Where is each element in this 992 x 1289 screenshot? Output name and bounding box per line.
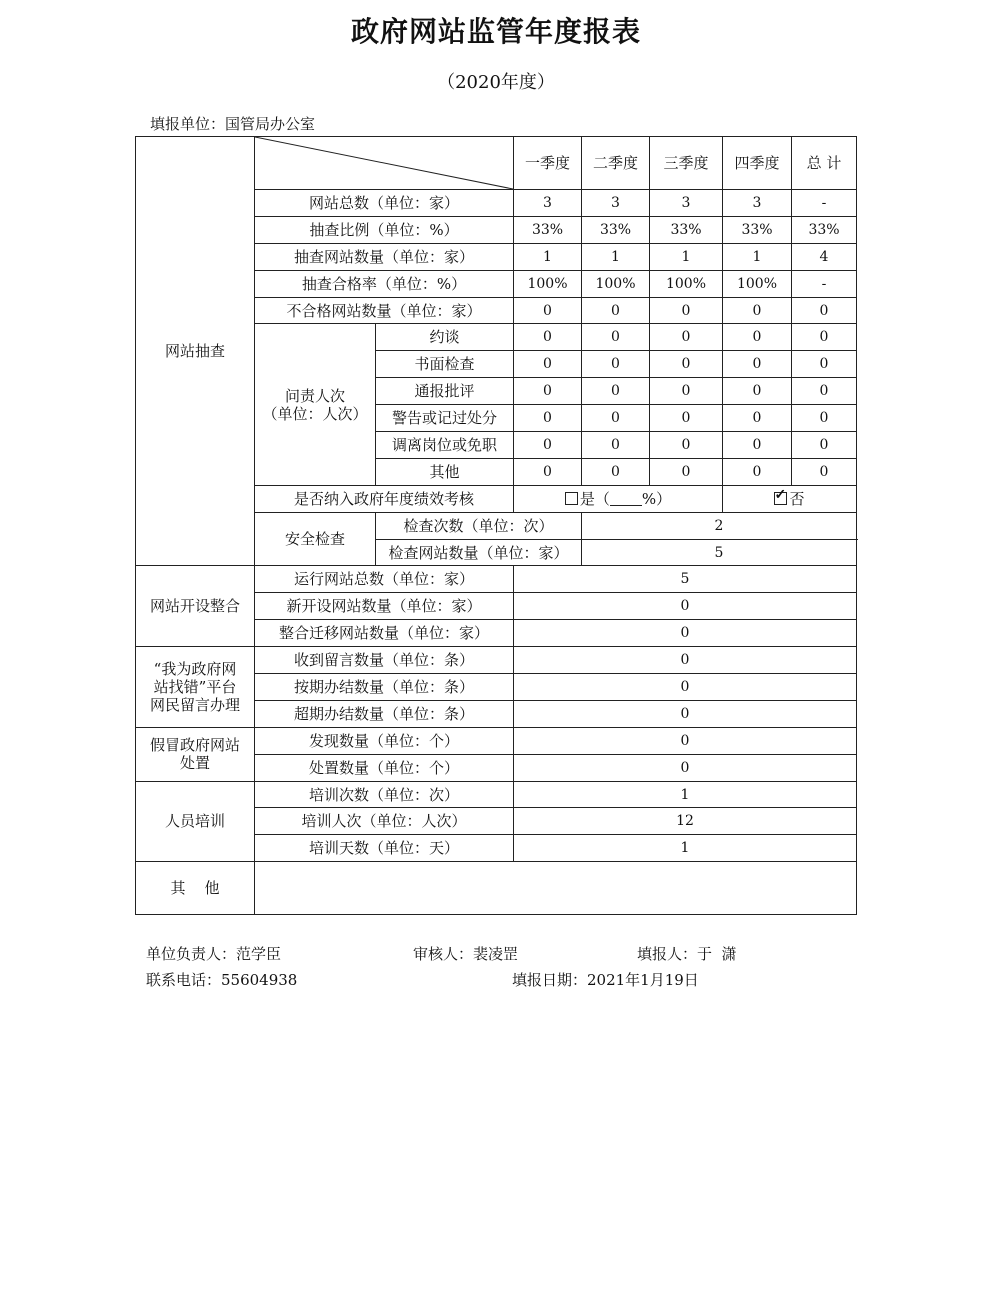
cell-value: 0 xyxy=(514,727,857,754)
cell-value: 3 xyxy=(582,190,650,217)
cell-value: 1 xyxy=(514,781,857,808)
row-label: 通报批评 xyxy=(376,378,514,405)
row-label: 网站总数（单位：家） xyxy=(255,190,514,217)
cell-value: 0 xyxy=(792,351,857,378)
cell-value: 0 xyxy=(514,754,857,781)
platform-label-line3: 网民留言办理 xyxy=(149,695,240,714)
cell-value: 0 xyxy=(723,458,792,485)
cell-value: 3 xyxy=(650,190,723,217)
contact-phone: 联系电话：55604938 xyxy=(146,971,298,989)
cell-value: 33% xyxy=(514,216,582,243)
checkbox-yes[interactable] xyxy=(565,492,578,505)
assessment-label: 是否纳入政府年度绩效考核 xyxy=(255,485,514,512)
assessment-no-label: 否 xyxy=(789,489,805,508)
table-row xyxy=(136,647,857,674)
cell-value: 0 xyxy=(650,432,723,459)
header-q1: 一季度 xyxy=(514,137,582,190)
row-label: 约谈 xyxy=(376,324,514,351)
cell-value: 5 xyxy=(582,539,857,566)
cell-value: 0 xyxy=(514,700,857,727)
cell-value: 0 xyxy=(792,324,857,351)
cell-value: 100% xyxy=(723,270,792,297)
row-label: 警告或记过处分 xyxy=(376,405,514,432)
cell-value: 0 xyxy=(582,432,650,459)
filler: 填报人：于 潇 xyxy=(637,945,737,963)
assessment-yes-option xyxy=(514,485,723,512)
cell-value: 0 xyxy=(723,432,792,459)
cell-value: 0 xyxy=(514,458,582,485)
row-label: 检查网站数量（单位：家） xyxy=(376,539,582,566)
row-label: 调离岗位或免职 xyxy=(376,432,514,459)
row-label: 按期办结数量（单位：条） xyxy=(255,674,514,701)
report-table xyxy=(135,136,857,915)
row-label: 不合格网站数量（单位：家） xyxy=(255,297,514,324)
cell-value: 0 xyxy=(514,647,857,674)
row-label: 新开设网站数量（单位：家） xyxy=(255,593,514,620)
cell-value: 0 xyxy=(514,593,857,620)
cell-value: - xyxy=(792,270,857,297)
section-training: 人员培训 xyxy=(136,781,255,862)
table-row xyxy=(136,727,857,754)
diagonal-line xyxy=(255,137,513,189)
cell-value: 0 xyxy=(650,351,723,378)
cell-value: 1 xyxy=(582,243,650,270)
cell-value: 0 xyxy=(723,297,792,324)
fake-sites-label-line1: 假冒政府网站 xyxy=(149,736,240,755)
row-label: 其他 xyxy=(376,458,514,485)
cell-value: 0 xyxy=(723,378,792,405)
cell-value: 33% xyxy=(723,216,792,243)
cell-value: 0 xyxy=(792,432,857,459)
percent-blank xyxy=(610,491,642,506)
assessment-no-option xyxy=(723,485,857,512)
cell-value: 0 xyxy=(514,378,582,405)
section-setup: 网站开设整合 xyxy=(136,566,255,647)
row-label: 整合迁移网站数量（单位：家） xyxy=(255,620,514,647)
cell-value: 0 xyxy=(792,405,857,432)
section-other: 其 他 xyxy=(136,862,255,915)
cell-value: 0 xyxy=(514,324,582,351)
cell-value: 1 xyxy=(650,243,723,270)
cell-value: 0 xyxy=(514,432,582,459)
accountability-label-line2: （单位：人次） xyxy=(262,404,368,423)
row-label: 书面检查 xyxy=(376,351,514,378)
cell-value: 0 xyxy=(792,458,857,485)
accountability-label xyxy=(255,324,376,485)
row-label: 抽查比例（单位：%） xyxy=(255,216,514,243)
cell-value: 33% xyxy=(582,216,650,243)
row-label: 培训次数（单位：次） xyxy=(255,781,514,808)
cell-value: 4 xyxy=(792,243,857,270)
checkbox-no[interactable] xyxy=(774,486,787,505)
cell-value: 0 xyxy=(650,458,723,485)
cell-value: 0 xyxy=(723,351,792,378)
row-label: 抽查合格率（单位：%） xyxy=(255,270,514,297)
assessment-yes-label: 是（ xyxy=(579,489,610,508)
report-year: （2020年度） xyxy=(437,72,555,93)
cell-value: 0 xyxy=(514,674,857,701)
cell-value: 5 xyxy=(514,566,857,593)
cell-value: 0 xyxy=(582,405,650,432)
fill-date: 填报日期：2021年1月19日 xyxy=(512,971,699,989)
cell-value: 0 xyxy=(792,378,857,405)
accountability-label-line1: 问责人次 xyxy=(284,386,345,405)
row-label: 发现数量（单位：个） xyxy=(255,727,514,754)
row-label: 运行网站总数（单位：家） xyxy=(255,566,514,593)
cell-value: 0 xyxy=(650,378,723,405)
table-row xyxy=(136,566,857,593)
responsible-person: 单位负责人：范学臣 xyxy=(146,945,282,963)
cell-value: 0 xyxy=(650,297,723,324)
diagonal-header-cell xyxy=(255,137,514,190)
table-row xyxy=(136,862,857,915)
cell-value: 0 xyxy=(514,620,857,647)
cell-value: 1 xyxy=(514,835,857,862)
table-row xyxy=(136,781,857,808)
section-safety: 安全检查 xyxy=(255,512,376,566)
cell-value: 0 xyxy=(792,297,857,324)
cell-value: 100% xyxy=(514,270,582,297)
reviewer: 审核人：裴凌罡 xyxy=(413,945,519,963)
other-content xyxy=(255,862,857,915)
row-label: 培训天数（单位：天） xyxy=(255,835,514,862)
row-label: 检查次数（单位：次） xyxy=(376,512,582,539)
section-fake-sites xyxy=(136,727,255,781)
cell-value: 33% xyxy=(650,216,723,243)
row-label: 抽查网站数量（单位：家） xyxy=(255,243,514,270)
cell-value: 100% xyxy=(582,270,650,297)
fake-sites-label-line2: 处置 xyxy=(179,754,210,773)
cell-value: 0 xyxy=(582,351,650,378)
cell-value: - xyxy=(792,190,857,217)
cell-value: 0 xyxy=(582,458,650,485)
platform-label-line1: “我为政府网 xyxy=(153,659,237,678)
cell-value: 0 xyxy=(514,297,582,324)
cell-value: 0 xyxy=(582,324,650,351)
header-total: 总 计 xyxy=(792,137,857,190)
header-q3: 三季度 xyxy=(650,137,723,190)
cell-value: 33% xyxy=(792,216,857,243)
cell-value: 2 xyxy=(582,512,857,539)
cell-value: 0 xyxy=(723,405,792,432)
header-q4: 四季度 xyxy=(723,137,792,190)
cell-value: 12 xyxy=(514,808,857,835)
cell-value: 0 xyxy=(514,351,582,378)
cell-value: 3 xyxy=(723,190,792,217)
cell-value: 3 xyxy=(514,190,582,217)
report-title: 政府网站监管年度报表 xyxy=(350,15,641,48)
cell-value: 0 xyxy=(514,405,582,432)
cell-value: 0 xyxy=(650,324,723,351)
row-label: 超期办结数量（单位：条） xyxy=(255,700,514,727)
check-mark-icon: ✓ xyxy=(774,486,787,503)
cell-value: 0 xyxy=(582,297,650,324)
row-label: 处置数量（单位：个） xyxy=(255,754,514,781)
row-label: 收到留言数量（单位：条） xyxy=(255,647,514,674)
cell-value: 1 xyxy=(514,243,582,270)
section-platform xyxy=(136,647,255,728)
platform-label-line2: 站找错”平台 xyxy=(153,677,237,696)
cell-value: 0 xyxy=(723,324,792,351)
assessment-yes-suffix: %） xyxy=(641,489,672,508)
cell-value: 0 xyxy=(582,378,650,405)
section-spot-check: 网站抽查 xyxy=(136,137,255,566)
header-q2: 二季度 xyxy=(582,137,650,190)
cell-value: 100% xyxy=(650,270,723,297)
row-label: 培训人次（单位：人次） xyxy=(255,808,514,835)
cell-value: 1 xyxy=(723,243,792,270)
reporting-unit: 填报单位：国管局办公室 xyxy=(150,115,316,133)
cell-value: 0 xyxy=(650,405,723,432)
